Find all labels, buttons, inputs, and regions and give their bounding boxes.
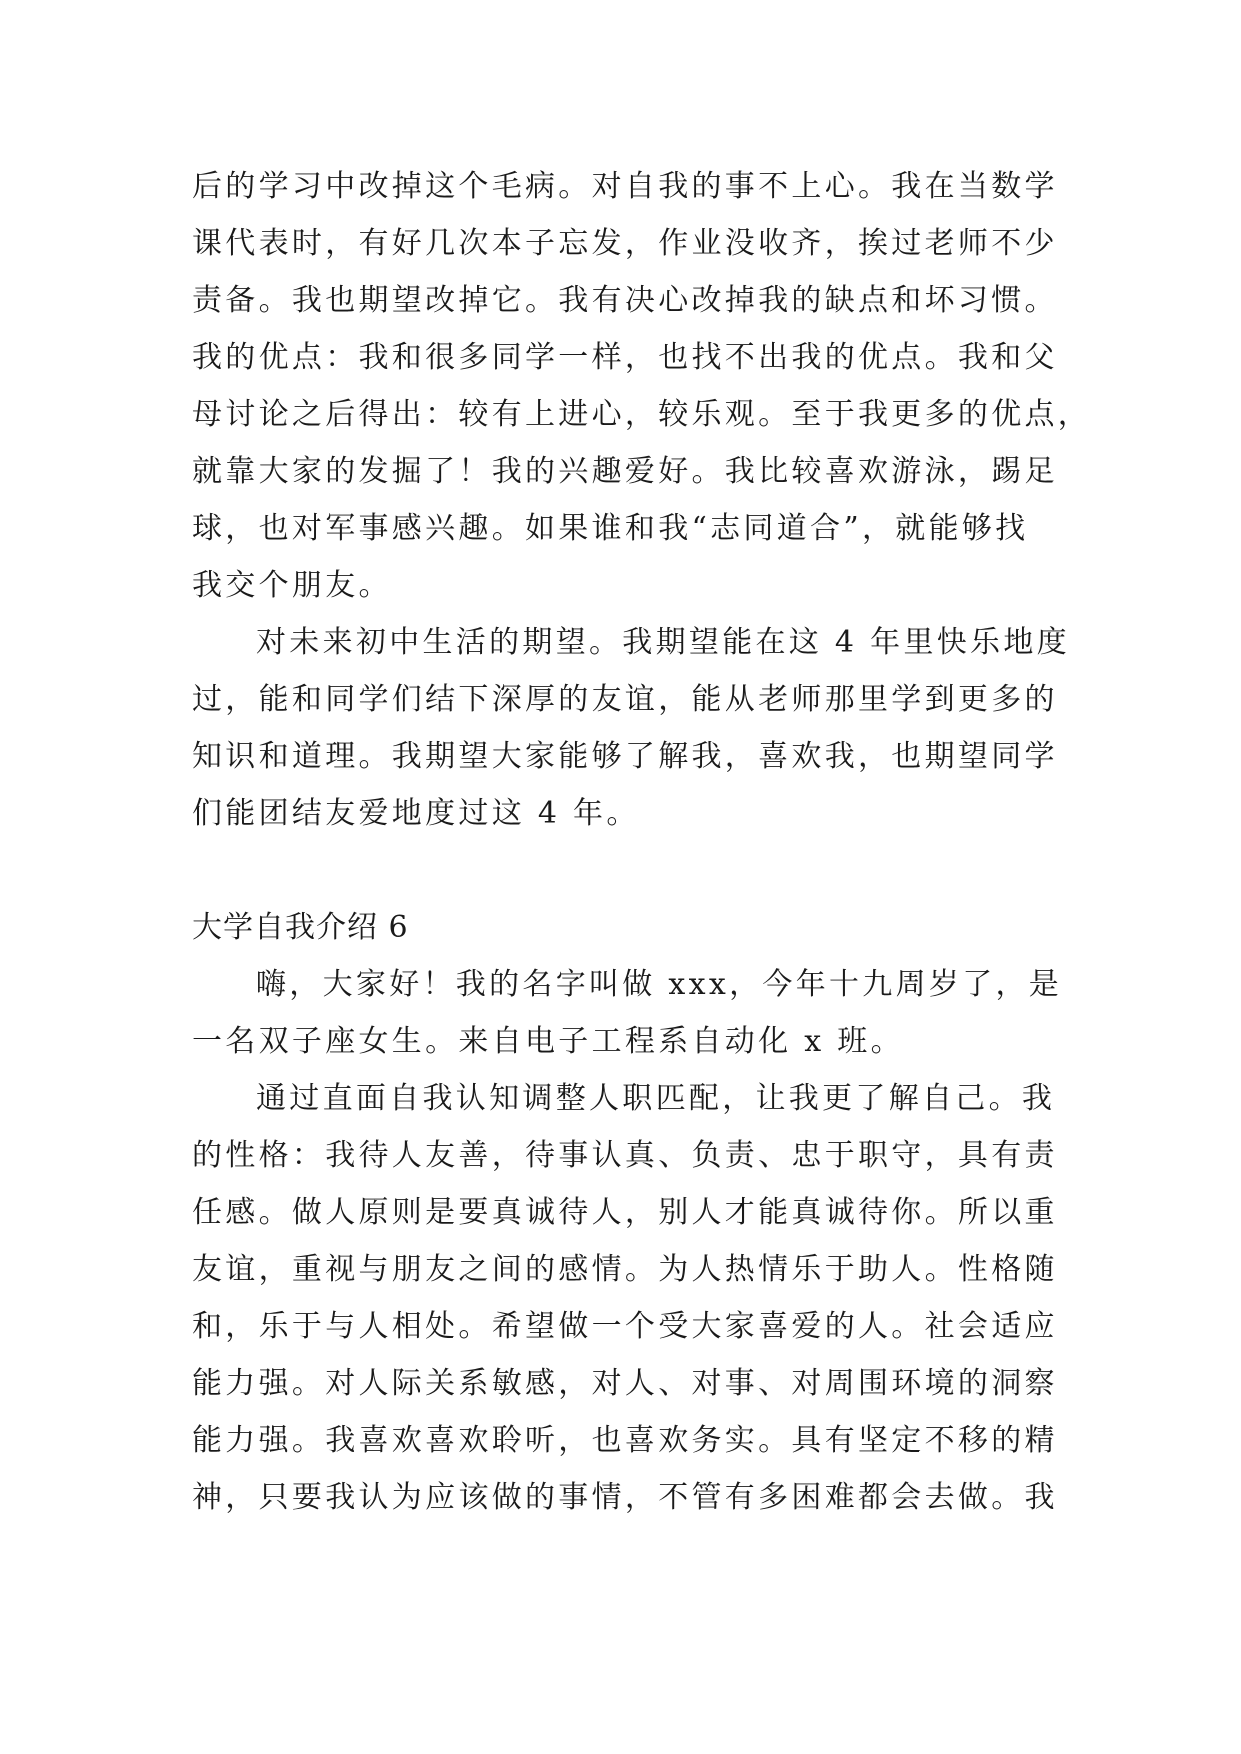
paragraph-continuation (192, 158, 1092, 614)
text-line: 神，只要我认为应该做的事情，不管有多困难都会去做。我 (192, 1480, 1058, 1515)
text-line: 我交个朋友。 (192, 568, 392, 603)
text-line: 对未来初中生活的期望。我期望能在这 4 年里快乐地度 (256, 625, 1070, 660)
text-line: 通过直面自我认知调整人职匹配，让我更了解自己。我 (256, 1081, 1056, 1116)
text-line: 球，也对军事感兴趣。如果谁和我“志同道合”，就能够找 (192, 511, 1029, 546)
text-line: 责备。我也期望改掉它。我有决心改掉我的缺点和坏习惯。 (192, 283, 1058, 318)
text-line: 能力强。对人际关系敏感，对人、对事、对周围环境的洞察 (192, 1366, 1058, 1401)
text-line: 嗨，大家好！我的名字叫做 xxx，今年十九周岁了，是 (256, 967, 1063, 1002)
paragraph-personality (192, 1070, 1062, 1526)
text-line: 们能团结友爱地度过这 4 年。 (192, 796, 640, 831)
text-line: 课代表时，有好几次本子忘发，作业没收齐，挨过老师不少 (192, 226, 1058, 261)
text-line: 知识和道理。我期望大家能够了解我，喜欢我，也期望同学 (192, 739, 1058, 774)
section-heading: 大学自我介绍 6 (192, 910, 409, 945)
text-line: 后的学习中改掉这个毛病。对自我的事不上心。我在当数学 (192, 169, 1058, 204)
paragraph-greeting (192, 956, 1062, 1070)
text-line: 过，能和同学们结下深厚的友谊，能从老师那里学到更多的 (192, 682, 1058, 717)
text-line: 友谊，重视与朋友之间的感情。为人热情乐于助人。性格随 (192, 1252, 1058, 1287)
text-line: 能力强。我喜欢喜欢聆听，也喜欢务实。具有坚定不移的精 (192, 1423, 1058, 1458)
text-line: 一名双子座女生。来自电子工程系自动化 x 班。 (192, 1024, 904, 1059)
text-line: 母讨论之后得出：较有上进心，较乐观。至于我更多的优点， (192, 397, 1092, 432)
text-line: 就靠大家的发掘了！我的兴趣爱好。我比较喜欢游泳，踢足 (192, 454, 1058, 489)
text-line: 我的优点：我和很多同学一样，也找不出我的优点。我和父 (192, 340, 1058, 375)
text-line: 和，乐于与人相处。希望做一个受大家喜爱的人。社会适应 (192, 1309, 1058, 1344)
document-body (192, 158, 1092, 1526)
text-line: 的性格：我待人友善，待事认真、负责、忠于职守，具有责 (192, 1138, 1058, 1173)
paragraph-gap (192, 842, 1062, 899)
text-line: 任感。做人原则是要真诚待人，别人才能真诚待你。所以重 (192, 1195, 1058, 1230)
paragraph-expectations (192, 614, 1070, 842)
